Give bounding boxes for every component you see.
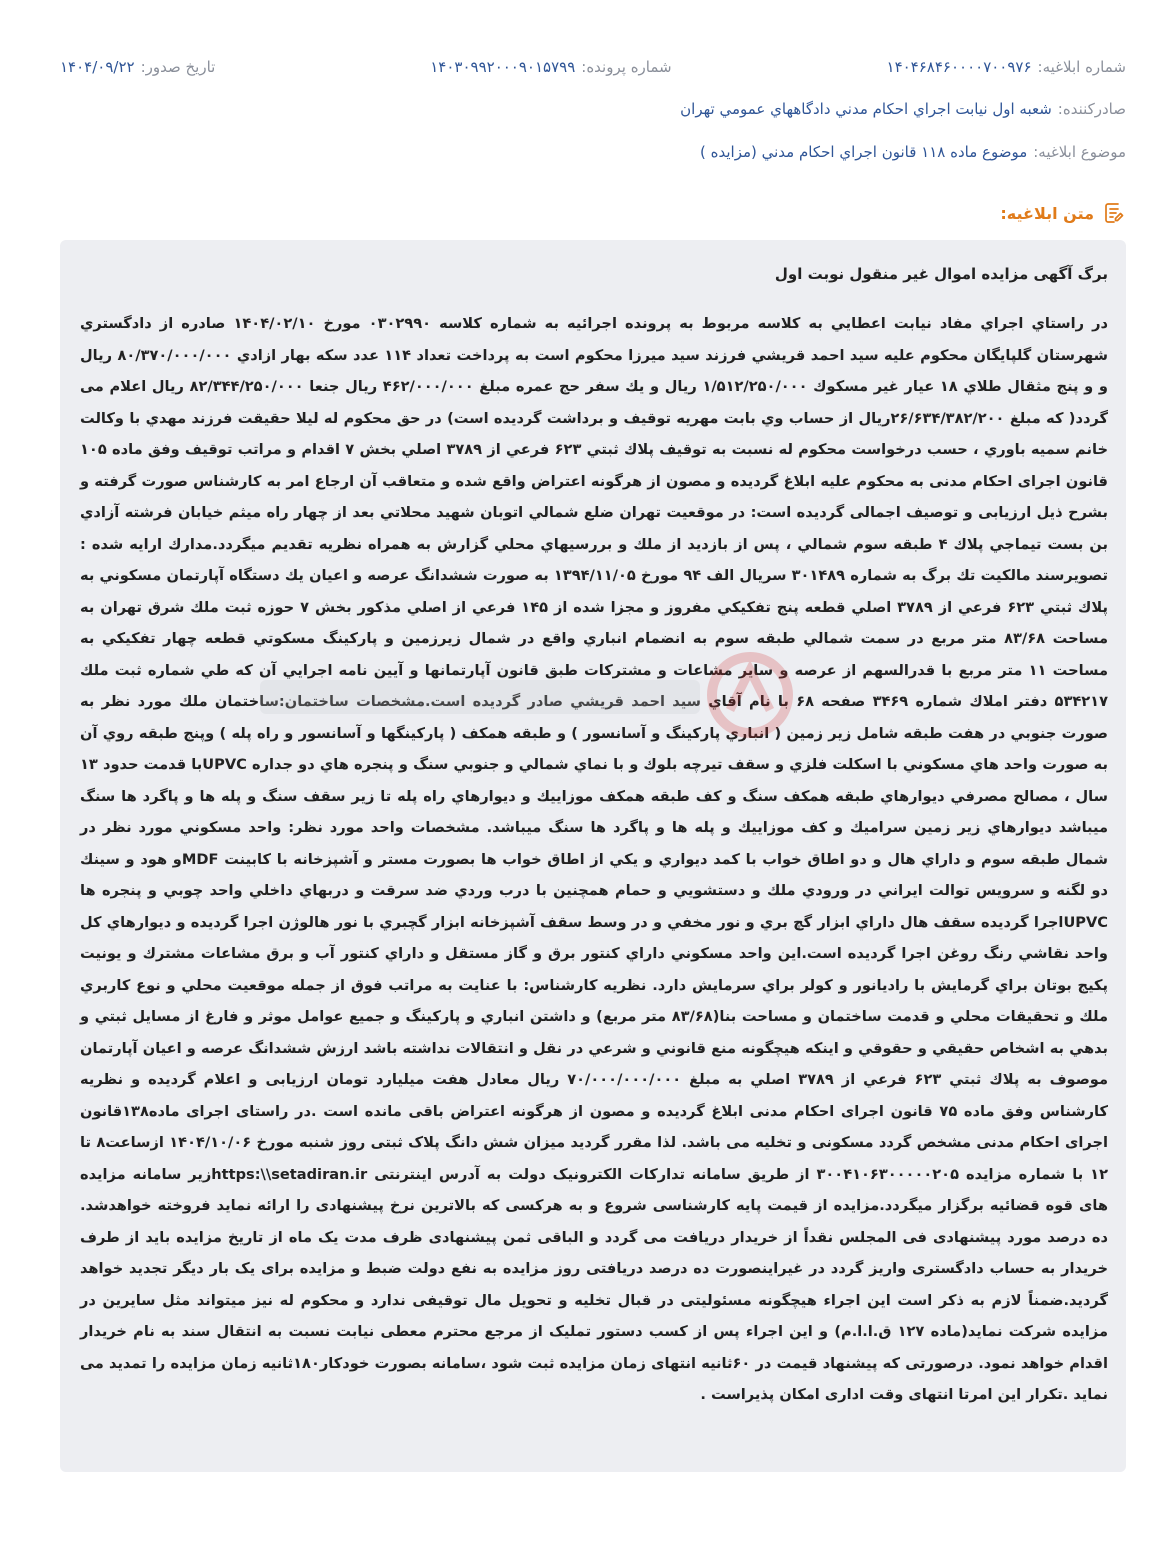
- notice-title: برگ آگهی مزایده اموال غیر منقول نوبت اول: [774, 265, 1108, 283]
- notice-text-box: [60, 240, 1126, 1472]
- case-number-label: شماره پرونده:: [581, 58, 672, 76]
- issuer-value: شعبه اول نيابت اجراي احكام مدني دادگاههاي عمومي تهران: [680, 100, 1052, 118]
- header-row-subject: [60, 143, 1126, 161]
- notice-number: [887, 58, 1126, 76]
- issue-date-label: تاریخ صدور:: [140, 58, 216, 76]
- issue-date: [60, 58, 215, 76]
- notice-text-heading: [1000, 201, 1126, 225]
- notice-number-label: شماره ابلاغیه:: [1037, 58, 1126, 76]
- case-number: [430, 58, 671, 76]
- issuer: [680, 100, 1126, 118]
- header-row-numbers: [60, 58, 1126, 76]
- notice-body: در راستاي اجراي مفاد نيابت اعطايي به كلاسه مربوط به پرونده اجرائیه به شماره کلاسه ۰۳۰۲۹۹۰ مورخ ۱۴۰۴/۰۲/۱۰ صادره از دادگستري شهرستان گلپايگان محكوم عليه سيد احمد قريشي فرزند سيد ميرزا محکوم است به پرداخت تعداد ۱۱۴ عدد سكه بهار ازادي ۸۰/۳۷۰/۰۰۰/۰۰۰ ريال و و پنج مثقال طلاي ۱۸ عيار غير مسكوك ۱/۵۱۲/۲۵۰/۰۰۰ ريال و يك سفر حج عمره مبلغ ۴۶۲/۰۰۰/۰۰۰ ريال جنعا ۸۲/۳۴۴/۲۵۰/۰۰۰ ريال اعلام می گردد( كه مبلغ ۲۶/۶۳۴/۳۸۲/۲۰۰ريال از حساب وي بابت مهريه توقيف و برداشت گرديده است) در حق محکوم له ليلا حقيقت فرزند مهدي با وكالت خانم سميه باوري ، حسب درخواست محکوم له نسبت به توقیف پلاك ثبتي ۶۲۳ فرعي از ۳۷۸۹ اصلي بخش ۷ اقدام و مراتب توقیف وفق ماده ۱۰۵ قانون اجرای احکام مدنی به محکوم علیه ابلاغ گردیده و مصون از هرگونه اعتراض واقع شده و متعاقب آن ارجاع امر به کارشناس صورت گرفته و بشرح ذیل ارزیابی و توصیف اجمالی گردیده است: در موقعيت تهران ضلع شمالي اتوبان شهيد محلاتي بعد از چهار راه ميثم خيابان فرشته آزادي بن بست تيماجي پلاك ۴ طبقه سوم شمالي ، پس از بازديد از ملك و بررسيهاي محلي گزارش به همراه نظريه تقديم ميگردد.مدارك ارايه شده : تصويرسند مالكيت تك برگ به شماره ۳۰۱۴۸۹ سريال الف ۹۴ مورخ ۱۳۹۴/۱۱/۰۵ به صورت ششدانگ عرصه و اعيان يك دستگاه آپارتمان مسكوني به پلاك ثبتي ۶۲۳ فرعي از ۳۷۸۹ اصلي قطعه پنج تفكيكي مفروز و مجزا شده از ۱۴۵ فرعي از اصلي مذكور بخش ۷ حوزه ثبت ملك شرق تهران به مساحت ۸۳/۶۸ متر مربع در سمت شمالي طبقه سوم به انضمام انباري واقع در شمال زيرزمين و پاركينگ مسكوتي قطعه چهار تفكيكي به مساحت ۱۱ متر مربع با قدرالسهم از عرصه و ساير مشاعات و مشتركات طبق قانون آپارتمانها و آيين نامه اجرايي آن كه طي شماره ثبت ملك ۵۳۴۲۱۷ دفتر املاك شماره ۳۴۶۹ صفحه ۶۸ با نام آقاي سيد احمد قريشي صادر گرديده است.مشخصات ساختمان:ساختمان ملك مورد نظر به صورت جنوبي در هفت طبقه شامل زير زمين ( انباري پاركينگ و آسانسور ) و طبقه همكف ( پاركينگها و آسانسور و راه پله ) وپنج طبقه روي آن به صورت واحد هاي مسكوني با اسكلت فلزي و سقف تيرچه بلوك و با نماي شمالي و جنوبي سنگ و پنجره هاي دو جداره UPVCبا قدمت حدود ۱۳ سال ، مصالح مصرفي ديوارهاي طبقه همكف سنگ و كف طبقه همكف موزاييك و ديوارهاي راه پله تا زير سقف سنگ و پله ها و پاگرد ها سنگ ميباشد ديوارهاي زير زمين سراميك و كف موزاييك و پله ها و پاگرد ها سنگ ميباشد. مشخصات واحد مورد نظر: واحد مسكوني مورد نظر در شمال طبقه سوم و داراي هال و دو اطاق خواب با كمد ديواري و يكي از اطاق خواب ها بصورت مستر و آشپزخانه با كابينت MDFو هود و سينك دو لگنه و سرويس توالت ايراني در ورودي ملك و دستشويي و حمام همچنين با درب وردي ضد سرقت و دربهاي داخلي واحد چوبي و پنجره ها UPVCاجرا گرديده سقف هال داراي ابزار گچ بري و نور مخفي و در وسط سقف آشپزخانه ابزار گچبري با نور هالوژن اجرا گرديده و ديوارهاي كل واحد نقاشي رنگ روغن اجرا گرديده است.اين واحد مسكوني داراي كنتور برق و گاز مستقل و داراي كنتور آب و برق مشاعات مشترك و يونيت پكيج بوتان براي گرمايش با راديانور و كولر براي سرمايش دارد. نظريه كارشناس: با عنايت به مراتب فوق از جمله موقعيت محلي و نوع كاربري ملك و تحقيقات محلي و قدمت ساختمان و مساحت بنا(۸۳/۶۸ متر مربع) و داشتن انباري و پاركينگ و جميع عوامل موثر و فارغ از مسايل ثبتي و بدهي به اشخاص حقيقي و حقوقي و اينكه هيچگونه منع قانوني و شرعي در نقل و انتقالات نداشته باشد ارزش ششدانگ عرصه و اعيان آپارتمان موصوف به پلاك ثبتي ۶۲۳ فرعي از ۳۷۸۹ اصلي به مبلغ ۷۰/۰۰۰/۰۰۰/۰۰۰ ريال معادل هفت ميليارد تومان ارزیابی و اعلام گردیده و نظریه کارشناس وفق ماده ۷۵ قانون اجرای احکام مدنی ابلاغ گردیده و مصون از هرگونه اعتراض باقی مانده است .در راستای اجرای ماده۱۳۸قانون اجرای احکام مدنی مشخص گردد مسکونی و تخلیه می باشد. لذا مقرر گردید میزان شش دانگ پلاک ثبتی روز شنبه مورخ ۱۴۰۴/۱۰/۰۶ ازساعت۸ تا ۱۲ با شماره مزایده ۳۰۰۴۱۰۶۳۰۰۰۰۰۲۰۵ از طریق سامانه تدارکات الکترونیک دولت به آدرس اینترنتی https:\\setadiran.irزیر سامانه مزایده های قوه قضائیه برگزار میگردد.مزایده از قیمت پایه کارشناسی شروع و به هرکسی که بالاترین نرخ پیشنهادی را ارائه نماید فروخته خواهدشد. ده درصد مورد پیشنهادی فی المجلس نقداً از خریدار دریافت می گردد و الباقی ثمن پیشنهادی ظرف مدت یک ماه از تاریخ مزایده باید از طرف خریدار به حساب دادگستری واریز گردد در غیراینصورت ده درصد دریافتی روز مزایده به نفع دولت ضبط و مزایده برای یک بار دیگر تجدید خواهد گردید.ضمناً لازم به ذکر است این اجراء هیچگونه مسئولیتی در قبال تخلیه و تحویل مال توقیفی ندارد و محکوم له نیز میتواند مثل سایرین در مزایده شرکت نماید(ماده ۱۲۷ ق.ا.ا.م) و این اجراء پس از کسب دستور تملیک از مرجع محترم معطی نیابت نسبت به انتقال سند به نام خریدار اقدام خواهد نمود. درصورتی که پیشنهاد قیمت در ۶۰ثانیه انتهای زمان مزایده ثبت شود ،سامانه بصورت خودکار۱۸۰ثانیه زمان مزایده را تمدید می نماید .تکرار این امرتا انتهای وقت اداری امکان پذیراست .: [80, 315, 1109, 1403]
- notice-text-heading-label: متن ابلاغیه:: [1000, 203, 1094, 223]
- issue-date-value: ۱۴۰۴/۰۹/۲۲: [60, 58, 135, 76]
- issuer-label: صادرکننده:: [1057, 100, 1126, 118]
- notice-number-value: ۱۴۰۴۶۸۴۶۰۰۰۰۷۰۰۹۷۶: [886, 58, 1032, 76]
- document-pen-icon: [1102, 201, 1126, 225]
- subject-value: موضوع ماده ۱۱۸ قانون اجراي احكام مدني (مزايده ): [700, 143, 1028, 161]
- header-row-issuer: [60, 100, 1126, 118]
- subject: [700, 143, 1126, 161]
- case-number-value: ۱۴۰۳۰۹۹۲۰۰۰۹۰۱۵۷۹۹: [430, 58, 576, 76]
- subject-label: موضوع ابلاغیه:: [1033, 143, 1126, 161]
